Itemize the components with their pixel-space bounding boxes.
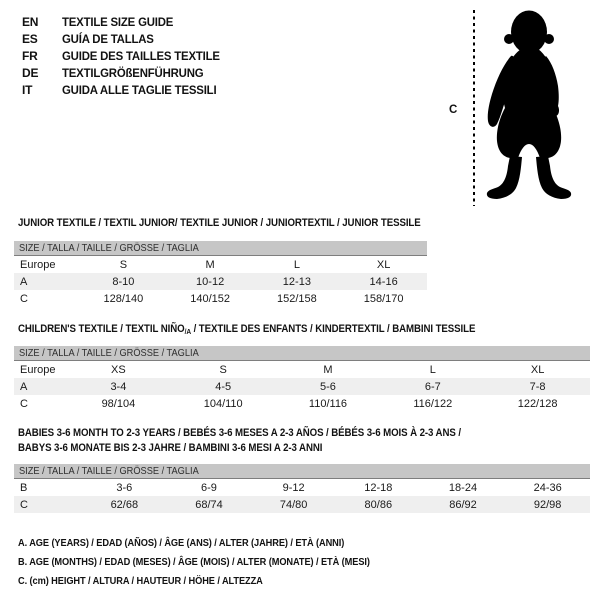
size-value-cell: 62/68 xyxy=(110,498,139,511)
size-value-cell: 4-5 xyxy=(215,380,232,393)
section-title-babies xyxy=(18,426,521,456)
size-value-cell: 6-7 xyxy=(424,380,441,393)
size-header-bar xyxy=(14,346,590,361)
size-table-junior xyxy=(14,241,427,307)
language-title: GUIDA ALLE TAGLIE TESSILI xyxy=(62,82,217,97)
language-code: EN xyxy=(22,15,39,30)
section-title-line xyxy=(18,322,538,339)
size-value-cell: 128/140 xyxy=(103,292,144,305)
section-title-line xyxy=(18,441,521,456)
size-value-cell: 12-18 xyxy=(364,481,393,494)
language-list xyxy=(22,14,228,98)
size-value-cell: L xyxy=(429,363,436,376)
size-value-cell: 3-4 xyxy=(110,380,127,393)
size-value-cell: 74/80 xyxy=(279,498,308,511)
table-row xyxy=(14,378,590,395)
section-title-junior xyxy=(18,216,476,231)
row-label-cell: C xyxy=(20,292,28,305)
size-value-cell: S xyxy=(119,258,128,271)
row-label-cell: Europe xyxy=(20,363,56,376)
size-value-cell: 122/128 xyxy=(517,397,558,410)
size-value-cell: 8-10 xyxy=(112,275,135,288)
table-row xyxy=(14,395,590,412)
language-row-it xyxy=(22,81,228,98)
size-value-cell: XL xyxy=(376,258,391,271)
language-title: TEXTILE SIZE GUIDE xyxy=(62,15,174,30)
size-value-cell: 14-16 xyxy=(369,275,398,288)
size-value-cell: 12-13 xyxy=(282,275,311,288)
size-table-children xyxy=(14,346,590,412)
size-value-cell: 9-12 xyxy=(282,481,305,494)
size-value-cell: S xyxy=(219,363,227,376)
section-title-line xyxy=(18,426,521,441)
row-label-cell: Europe xyxy=(20,258,56,271)
language-code: IT xyxy=(22,82,33,97)
size-value-cell: 68/74 xyxy=(195,498,223,511)
language-title: TEXTILGRÖßENFÜHRUNG xyxy=(62,65,204,80)
size-value-cell: 18-24 xyxy=(448,481,478,494)
legend-line-text: B. AGE (MONTHS) / EDAD (MESES) / ÂGE (MOIS) / ALTER (MONATE) / ETÀ (MESI) xyxy=(18,556,370,568)
size-header-bar xyxy=(14,464,590,479)
table-row xyxy=(14,273,427,290)
size-value-cell: 110/116 xyxy=(308,397,348,410)
language-code: FR xyxy=(22,48,38,63)
table-row xyxy=(14,496,590,513)
language-title: GUIDE DES TAILLES TEXTILE xyxy=(62,48,220,63)
section-title-segment: CHILDREN'S TEXTILE / TEXTIL NIÑO xyxy=(18,323,185,335)
language-row-es xyxy=(22,31,228,48)
language-row-de xyxy=(22,64,228,81)
size-value-cell: 86/92 xyxy=(449,498,477,511)
section-title-subscript: /A xyxy=(184,327,192,336)
table-row xyxy=(14,290,427,307)
table-row xyxy=(14,361,590,378)
toddler-silhouette-image xyxy=(478,8,578,206)
height-marker-label: C xyxy=(449,104,458,116)
section-title-segment: BABIES 3-6 MONTH TO 2-3 YEARS / BEBÉS 3-6 MESES A 2-3 AÑOS / BÉBÉS 3-6 MOIS À 2-3 ANS / xyxy=(18,427,461,439)
size-value-cell: 80/86 xyxy=(364,498,393,511)
section-title-segment: JUNIOR TEXTILE / TEXTIL JUNIOR/ TEXTILE JUNIOR / JUNIORTEXTIL / JUNIOR TESSILE xyxy=(18,217,421,229)
size-value-cell: M xyxy=(205,258,215,271)
language-title: GUÍA DE TALLAS xyxy=(62,32,154,47)
size-value-cell: 152/158 xyxy=(276,292,317,305)
size-value-cell: 6-9 xyxy=(201,481,217,494)
row-label-cell: A xyxy=(20,275,28,288)
size-value-cell: 116/122 xyxy=(413,397,453,410)
legend-line-b xyxy=(18,556,418,575)
size-value-cell: L xyxy=(293,258,300,271)
section-title-text xyxy=(18,426,461,441)
language-row-fr xyxy=(22,48,228,65)
size-value-cell: 10-12 xyxy=(196,275,225,288)
language-row-en xyxy=(22,14,228,31)
row-label-cell: B xyxy=(20,481,28,494)
size-value-cell: 158/170 xyxy=(363,292,404,305)
size-header-label: SIZE / TALLA / TAILLE / GRÖSSE / TAGLIA xyxy=(19,465,199,477)
language-code: DE xyxy=(22,65,39,80)
legend-line-text: A. AGE (YEARS) / EDAD (AÑOS) / ÂGE (ANS) / ALTER (JAHRE) / ETÀ (ANNI) xyxy=(18,537,345,549)
size-value-cell: 92/98 xyxy=(533,498,562,511)
section-title-line xyxy=(18,216,476,231)
size-value-cell: XL xyxy=(530,363,545,376)
size-value-cell: M xyxy=(323,363,333,376)
section-title-children xyxy=(18,322,538,339)
section-title-segment: / TEXTILE DES ENFANTS / KINDERTEXTIL / BAMBINI TESSILE xyxy=(191,323,476,335)
section-title-text xyxy=(18,322,475,339)
size-value-cell: 24-36 xyxy=(533,481,562,494)
legend-line-c xyxy=(18,575,418,594)
table-row xyxy=(14,479,590,496)
size-value-cell: 3-6 xyxy=(116,481,133,494)
language-code: ES xyxy=(22,32,38,47)
size-table-babies xyxy=(14,464,590,513)
size-value-cell: XS xyxy=(111,363,126,376)
legend-line-a xyxy=(18,537,418,556)
size-header-label: SIZE / TALLA / TAILLE / GRÖSSE / TAGLIA xyxy=(19,242,199,254)
legend-line-text: C. (cm) HEIGHT / ALTURA / HAUTEUR / HÖHE / ALTEZZA xyxy=(18,575,263,587)
size-value-cell: 104/110 xyxy=(203,397,243,410)
table-row xyxy=(14,256,427,273)
size-value-cell: 140/152 xyxy=(190,292,230,305)
size-value-cell: 7-8 xyxy=(529,380,546,393)
row-label-cell: A xyxy=(20,380,28,393)
row-label-cell: C xyxy=(20,397,28,410)
legend xyxy=(18,537,418,594)
row-label-cell: C xyxy=(20,498,28,511)
size-value-cell: 5-6 xyxy=(320,380,336,393)
section-title-text xyxy=(18,216,421,231)
size-header-bar xyxy=(14,241,427,256)
section-title-segment: BABYS 3-6 MONATE BIS 2-3 JAHRE / BAMBINI 3-6 MESI A 2-3 ANNI xyxy=(18,442,323,454)
size-header-label: SIZE / TALLA / TAILLE / GRÖSSE / TAGLIA xyxy=(19,347,199,359)
section-title-text xyxy=(18,441,322,456)
height-dashed-line xyxy=(473,10,475,206)
size-value-cell: 98/104 xyxy=(101,397,136,410)
